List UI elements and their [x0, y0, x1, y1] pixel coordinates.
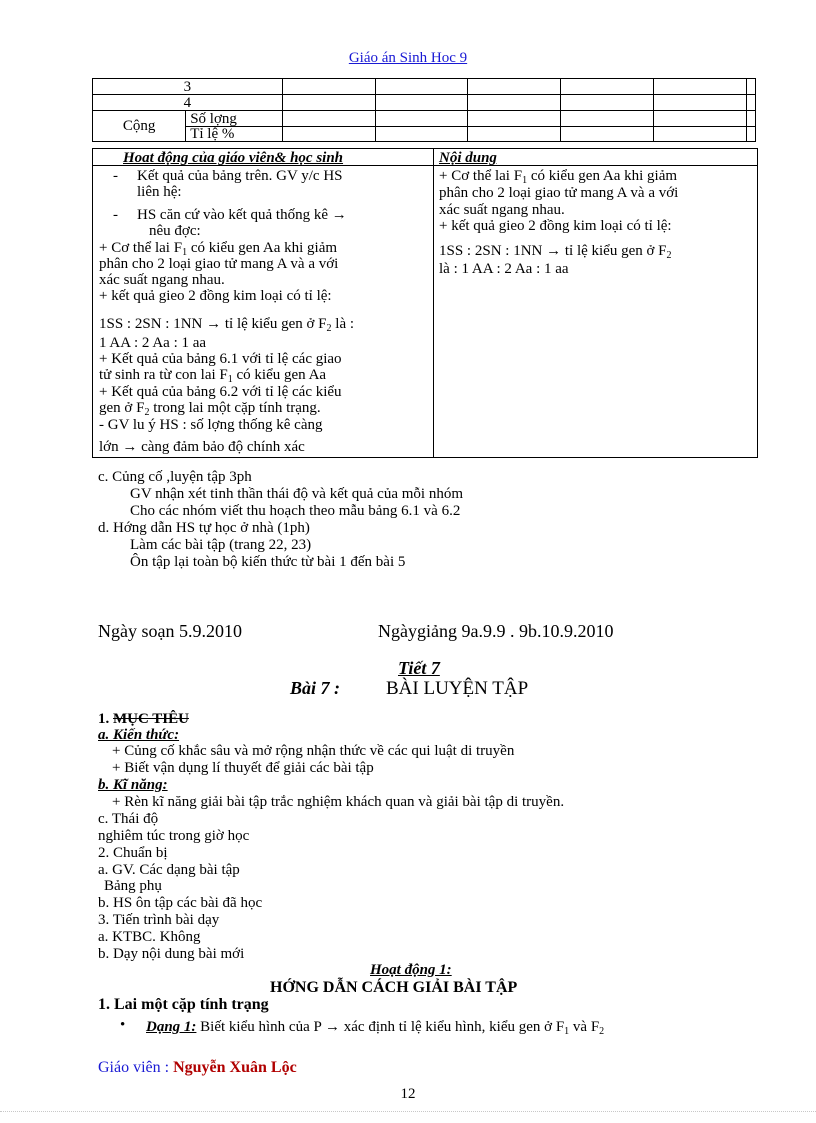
preparation-title: 2. Chuẩn bị	[98, 845, 168, 861]
left-line: 1SS : 2SN : 1NN → tỉ lệ kiểu gen ở $F_2$ là :	[99, 316, 355, 334]
skills-line: + Rèn kĩ năng giải bài tập trắc nghiệm khách quan và giải bài tập di truyền.	[112, 794, 565, 810]
left-line: 1 AA : 2 Aa : 1 aa	[99, 335, 207, 351]
page-bottom-divider	[0, 1111, 816, 1112]
left-line: xác suất ngang nhau.	[99, 272, 225, 288]
table-row-4: 4	[93, 95, 283, 111]
page-number: 12	[400, 1086, 416, 1102]
section-1: 1. MỤC TIÊU	[98, 711, 189, 727]
left-line: + Kết quả của bảng 6.2 với tỉ lệ các kiểu	[99, 384, 342, 400]
right-line: + kết quả gieo 2 đồng kim loại có tỉ lệ:	[439, 218, 672, 234]
homework-line: Ôn tập lại toàn bộ kiến thức từ bài 1 đến bài 5	[130, 554, 406, 570]
lesson-label: Bài 7 :	[290, 678, 341, 698]
left-line: nêu đợc:	[149, 223, 201, 239]
dang-1-line: Dạng 1: Biết kiểu hình của P → xác định tỉ lệ kiểu hình, kiểu gen ở $F_1$ và $F_2$	[146, 1019, 605, 1037]
procedure-line: b. Dạy nội dung bài mới	[98, 946, 245, 962]
left-line: HS căn cứ vào kết quả thống kê →	[137, 207, 347, 223]
left-line: + Cơ thể lai $F_1$ có kiểu gen Aa khi giảm	[99, 240, 338, 258]
stats-table	[92, 78, 756, 142]
total-label: Cộng	[93, 111, 186, 142]
right-line: + Cơ thể lai $F_1$ có kiểu gen Aa khi giảm	[439, 168, 678, 186]
procedure-line: a. KTBC. Không	[98, 929, 201, 945]
activity-1-label: Hoạt động 1:	[370, 962, 452, 978]
dash-bullet: -	[113, 168, 118, 184]
consolidation-line: GV nhận xét tinh thần thái độ và kết quả của mỗi nhóm	[130, 486, 463, 502]
left-line: lớn → càng đảm bảo độ chính xác	[99, 439, 305, 455]
activity-table	[92, 148, 758, 458]
subsection-title: 1. Lai một cặp tính trạng	[98, 996, 269, 1013]
period-label: Tiết 7	[398, 658, 440, 678]
count-label: Số lợng	[186, 111, 283, 127]
left-line: + kết quả gieo 2 đồng kim loại có tỉ lệ:	[99, 288, 332, 304]
left-line: - GV lu ý HS : số lợng thống kê càng	[99, 417, 323, 433]
activity-col-content-header: Nội dung	[439, 150, 497, 166]
activity-1-title: HỚNG DẪN CÁCH GIẢI BÀI TẬP	[270, 979, 518, 996]
left-line: phân cho 2 loại giao tử mang A và a với	[99, 256, 339, 272]
skills-title: b. Kĩ năng:	[98, 777, 168, 793]
knowledge-title: a. Kiến thức:	[98, 727, 180, 743]
consolidation-line: Cho các nhóm viết thu hoạch theo mẫu bảng 6.1 và 6.2	[130, 503, 461, 519]
right-line: xác suất ngang nhau.	[439, 202, 565, 218]
activity-col-teacher-header: Hoat động của giáo viên& học sinh	[123, 150, 344, 166]
teacher-signature: Giáo viên : Nguyễn Xuân Lộc	[98, 1059, 297, 1076]
procedure-title: 3. Tiến trình bài dạy	[98, 912, 220, 928]
knowledge-line: + Củng cố khắc sâu và mở rộng nhận thức về các qui luật di truyền	[112, 743, 515, 759]
left-line: tử sinh ra từ con lai $F_1$ có kiểu gen Aa	[99, 367, 327, 385]
date-prepared: Ngày soạn 5.9.2010	[98, 621, 242, 641]
right-line: 1SS : 2SN : 1NN → tỉ lệ kiểu gen ở $F_2$	[439, 243, 672, 261]
knowledge-line: + Biết vận dụng lí thuyết để giải các bài tập	[112, 760, 374, 776]
lesson-title: BÀI LUYỆN TẬP	[386, 678, 529, 699]
left-line: + Kết quả của bảng 6.1 với tỉ lệ các giao	[99, 351, 342, 367]
preparation-line: b. HS ôn tập các bài đã học	[98, 895, 263, 911]
left-line: liên hệ:	[137, 184, 182, 200]
preparation-line: Bảng phụ	[104, 878, 162, 894]
dash-bullet: -	[113, 207, 118, 223]
consolidation-title: c. Củng cố ,luyện tập 3ph	[98, 469, 252, 485]
preparation-line: a. GV. Các dạng bài tập	[98, 862, 240, 878]
attitude-line: nghiêm túc trong giờ học	[98, 828, 250, 844]
homework-title: d. Hớng dẫn HS tự học ở nhà (1ph)	[98, 520, 310, 536]
attitude-title: c. Thái độ	[98, 811, 159, 827]
homework-line: Làm các bài tập (trang 22, 23)	[130, 537, 312, 553]
left-line: gen ở $F_2$ trong lai một cặp tính trạng.	[99, 400, 321, 418]
left-line: Kết quả của bảng trên. GV y/c HS	[137, 168, 343, 184]
table-row-3: 3	[93, 79, 283, 95]
right-line: phân cho 2 loại giao tử mang A và a với	[439, 185, 679, 201]
date-taught: Ngàygiảng 9a.9.9 . 9b.10.9.2010	[378, 621, 614, 641]
document-header: Giáo án Sinh Hoc 9	[348, 50, 468, 66]
right-line: là : 1 AA : 2 Aa : 1 aa	[439, 261, 569, 277]
ratio-label: Tỉ lệ %	[186, 127, 283, 142]
bullet-icon: •	[120, 1017, 126, 1033]
